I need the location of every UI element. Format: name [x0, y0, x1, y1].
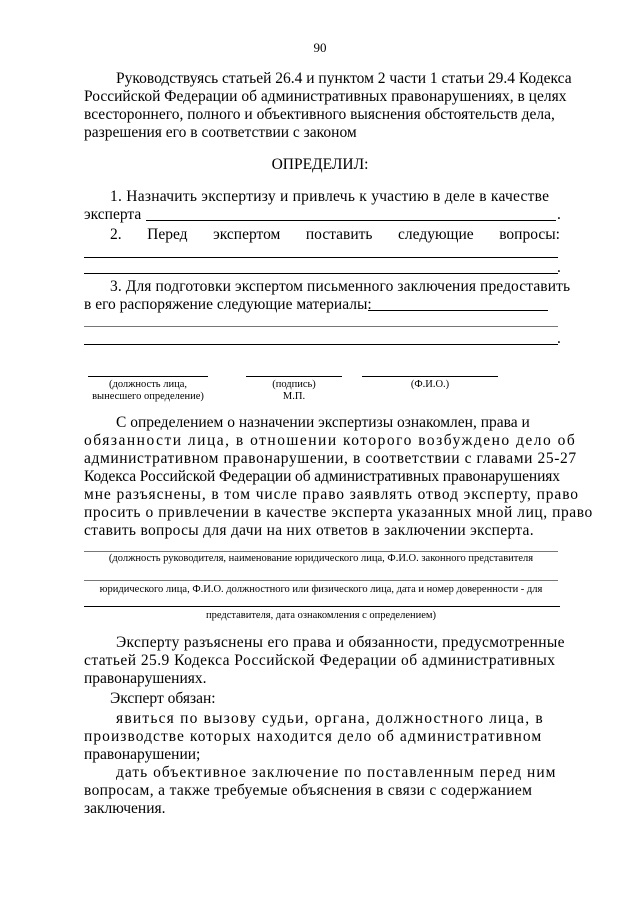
ack-line-5: мне разъяснены, в том числе право заявлять отвод эксперту, право — [84, 486, 579, 503]
duties-heading: Эксперт обязан: — [110, 690, 216, 707]
ack-line-6: просить о привлечении в качестве эксперта указанных мной лиц, право — [84, 504, 593, 521]
representative-line-2 — [84, 580, 558, 581]
duty2-line-2: вопросам, а также требуемые объяснения в связи с содержанием — [84, 782, 533, 799]
item1-expert-label: эксперта — [84, 206, 142, 223]
page-number: 90 — [313, 40, 327, 55]
ack-line-1: С определением о назначении экспертизы ознакомлен, права и — [116, 414, 530, 431]
item2-word: Перед — [147, 226, 188, 243]
item1-end: . — [557, 206, 561, 223]
rights-line-1: Эксперту разъяснены его права и обязанности, предусмотренные — [116, 634, 565, 651]
ack-line-7: ставить вопросы для дачи на них ответов в заключении эксперта. — [84, 522, 534, 539]
intro-line-3: всестороннего, полного и объективного выяснения обстоятельств дела, — [84, 106, 555, 123]
representative-line-3 — [84, 606, 560, 607]
stamp-label: М.П. — [282, 391, 306, 402]
expert-name-line — [146, 220, 556, 221]
signature-caption: (подпись) — [272, 379, 316, 390]
questions-line-1 — [84, 257, 558, 258]
item3-end: . — [557, 330, 561, 347]
item3-line-2: в его распоряжение следующие материалы: — [84, 296, 372, 313]
duty1-line-1: явиться по вызову судьи, органа, должностного лица, в — [116, 710, 544, 727]
questions-line-2 — [84, 273, 558, 274]
item2-line — [110, 226, 560, 244]
intro-line-4: разрешения его в соответствии с законом — [84, 124, 357, 141]
ack-line-4: Кодекса Российской Федерации об административных правонарушениях — [84, 468, 560, 485]
item3-line-1: 3. Для подготовки экспертом письменного заключения предоставить — [110, 278, 571, 295]
rights-line-3: правонарушениях. — [84, 670, 207, 687]
duty1-line-3: правонарушении; — [84, 746, 201, 763]
item2-word: следующие — [398, 226, 474, 243]
item1-line: 1. Назначить экспертизу и привлечь к участию в деле в качестве — [110, 188, 550, 205]
representative-line-1 — [84, 551, 558, 552]
decision-heading: ОПРЕДЕЛИЛ: — [271, 156, 369, 173]
materials-line-2 — [84, 326, 558, 327]
duty2-line-1: дать объективное заключение по поставленным перед ним — [116, 764, 557, 781]
signature-line — [246, 376, 342, 377]
name-line — [362, 376, 498, 377]
intro-line-1: Руководствуясь статьей 26.4 и пунктом 2 части 1 статьи 29.4 Кодекса — [116, 70, 572, 87]
item2-word: экспертом — [213, 226, 281, 243]
item2-word: поставить — [305, 226, 373, 243]
representative-caption-1: (должность руководителя, наименование юридического лица, Ф.И.О. законного представителя — [108, 553, 534, 564]
position-caption-1: (должность лица, — [108, 379, 187, 390]
ack-line-3: административном правонарушении, в соответствии с главами 25-27 — [84, 450, 577, 467]
item2-word: вопросы: — [499, 226, 560, 243]
materials-line-1 — [368, 310, 548, 311]
materials-line-3 — [84, 344, 558, 345]
representative-caption-2: юридического лица, Ф.И.О. должностного или физического лица, дата и номер доверенности - для — [99, 584, 543, 595]
name-caption: (Ф.И.О.) — [410, 379, 450, 390]
item2-word: 2. — [110, 226, 122, 243]
position-caption-2: вынесшего определение) — [92, 391, 204, 402]
representative-caption-3: представителя, дата ознакомления с определением) — [205, 610, 437, 621]
item2-end: . — [557, 259, 561, 276]
duty2-line-3: заключения. — [84, 800, 166, 817]
position-line — [88, 376, 208, 377]
duty1-line-2: производстве которых находится дело об административном — [84, 728, 543, 745]
rights-line-2: статьей 25.9 Кодекса Российской Федерации об административных — [84, 652, 556, 669]
ack-line-2: обязанности лица, в отношении которого возбуждено дело об — [84, 432, 577, 449]
intro-line-2: Российской Федерации об административных правонарушениях, в целях — [84, 88, 567, 105]
